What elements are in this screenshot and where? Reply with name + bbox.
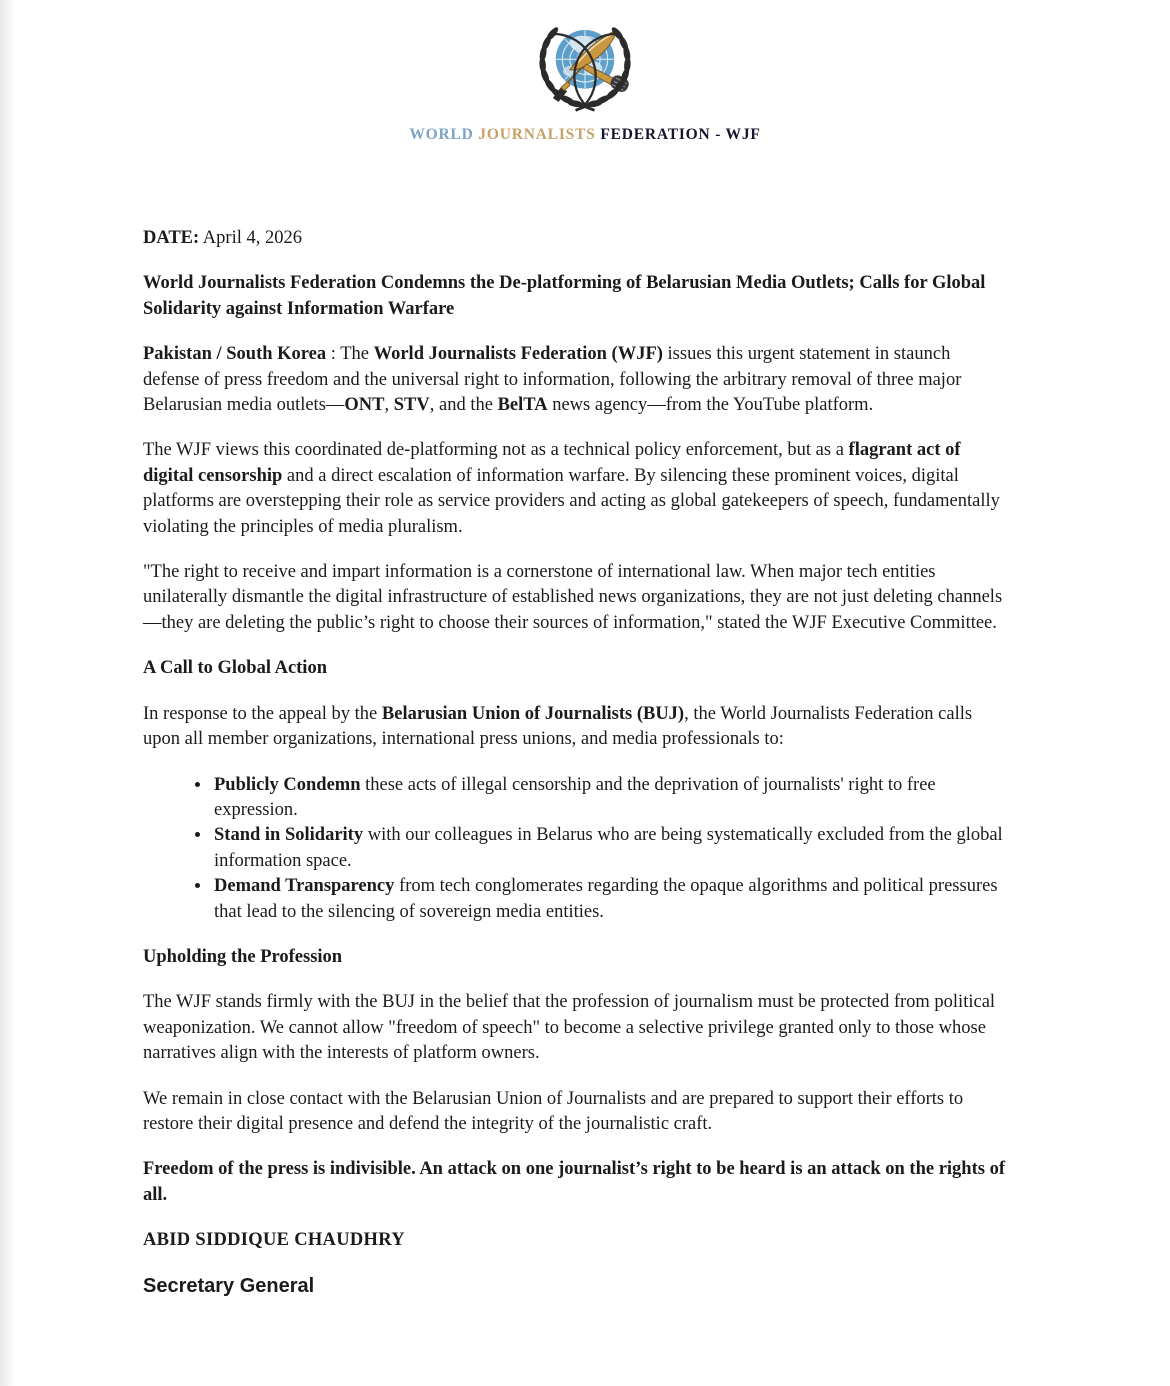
wjf-emblem-svg	[526, 12, 644, 116]
text-run: , and the	[429, 395, 498, 416]
text-run: ABID SIDDIQUE CHAUDHRY	[143, 1230, 405, 1251]
title	[143, 271, 1011, 322]
paragraph	[143, 1087, 1011, 1138]
text-run: Stand in Solidarity	[214, 825, 364, 846]
signature-title	[143, 1274, 1011, 1299]
text-run: Freedom of the press is indivisible. An attack on one journalist’s right to be heard is an attack on the rights of all.	[143, 1159, 1005, 1205]
dateline	[143, 226, 1011, 251]
paragraph	[143, 1157, 1011, 1208]
paragraph	[143, 702, 1011, 753]
text-run: DATE:	[143, 228, 200, 248]
text-run: news agency—from the YouTube platform.	[547, 395, 874, 416]
text-run: BelTA	[497, 395, 548, 416]
text-run: April 4, 2026	[199, 228, 302, 248]
text-run: World Journalists Federation (WJF)	[373, 344, 663, 365]
text-run: , the World Journalists Federation calls upon all member organizations, international press unions, and media professionals to:	[143, 703, 973, 750]
org-name-federation: FEDERATION - WJF	[600, 126, 761, 143]
letterhead	[0, 0, 1170, 144]
text-run: The WJF views this coordinated de-platforming not as a technical policy enforcement, but as a	[143, 440, 849, 461]
text-run: World Journalists Federation Condemns the De-platforming of Belarusian Media Outlets; Calls for Global Solidarity against Information Warfare	[143, 273, 986, 319]
bullet-list	[143, 773, 1011, 925]
signature-name	[143, 1228, 1011, 1253]
text-run: Upholding the Profession	[143, 946, 343, 967]
text-run: We remain in close contact with the Belarusian Union of Journalists and are prepared to support their efforts to restore their digital presence and defend the integrity of the journalistic craft.	[143, 1088, 964, 1134]
document-body	[143, 226, 1011, 1299]
text-run: : The	[326, 344, 374, 365]
text-run: "The right to receive and impart information is a cornerstone of international law. When major tech entities unilaterally dismantle the digital infrastructure of established news organizations, they are not just deleting channels—they are deleting the public’s right to choose their sources of information," stated the WJF Executive Committee.	[143, 562, 1003, 633]
page-edge-shadow	[0, 0, 16, 1386]
paragraph	[143, 438, 1011, 540]
org-name-journalists: JOURNALISTS	[478, 126, 596, 143]
text-run: issues this urgent statement in staunch defense of press freedom and the universal right to information, following the arbitrary removal of three major Belarusian media outlets—	[143, 344, 962, 416]
text-run: In response to the appeal by the	[143, 703, 382, 724]
text-run: Publicly Condemn	[214, 774, 361, 795]
org-name-caption	[0, 126, 1170, 144]
text-run: A Call to Global Action	[143, 658, 327, 679]
paragraph	[143, 560, 1011, 636]
text-run: Pakistan / South Korea	[143, 344, 327, 365]
text-run: these acts of illegal censorship and the deprivation of journalists' right to free expression.	[214, 774, 936, 820]
text-run: flagrant act of digital censorship	[143, 440, 961, 486]
wjf-emblem-logo	[526, 12, 644, 116]
text-run: The WJF stands firmly with the BUJ in the belief that the profession of journalism must be protected from political weaponization. We cannot allow "freedom of speech" to become a selective privilege granted only to those whose narratives align with the interests of platform owners.	[143, 992, 996, 1064]
bullet-item	[212, 773, 1011, 824]
text-run: ONT	[344, 395, 385, 416]
org-name-world: WORLD	[409, 126, 474, 143]
heading	[143, 945, 1011, 970]
text-run: with our colleagues in Belarus who are being systematically excluded from the global information space.	[214, 825, 1003, 871]
bullet-item	[212, 874, 1011, 925]
paragraph	[143, 990, 1011, 1066]
text-run: from tech conglomerates regarding the opaque algorithms and political pressures that lead to the silencing of sovereign media entities.	[214, 876, 998, 922]
heading	[143, 656, 1011, 681]
text-run: Secretary General	[143, 1274, 315, 1297]
paragraph	[143, 342, 1011, 418]
text-run: STV	[393, 395, 430, 416]
text-run: Demand Transparency	[214, 876, 395, 897]
bullet-item	[212, 823, 1011, 874]
text-run: Belarusian Union of Journalists (BUJ)	[381, 703, 685, 724]
text-run: ,	[384, 395, 394, 416]
text-run: and a direct escalation of information warfare. By silencing these prominent voices, digital platforms are overstepping their role as service providers and acting as global gatekeepers of speech, fundamentally violating the principles of media pluralism.	[143, 465, 1000, 537]
